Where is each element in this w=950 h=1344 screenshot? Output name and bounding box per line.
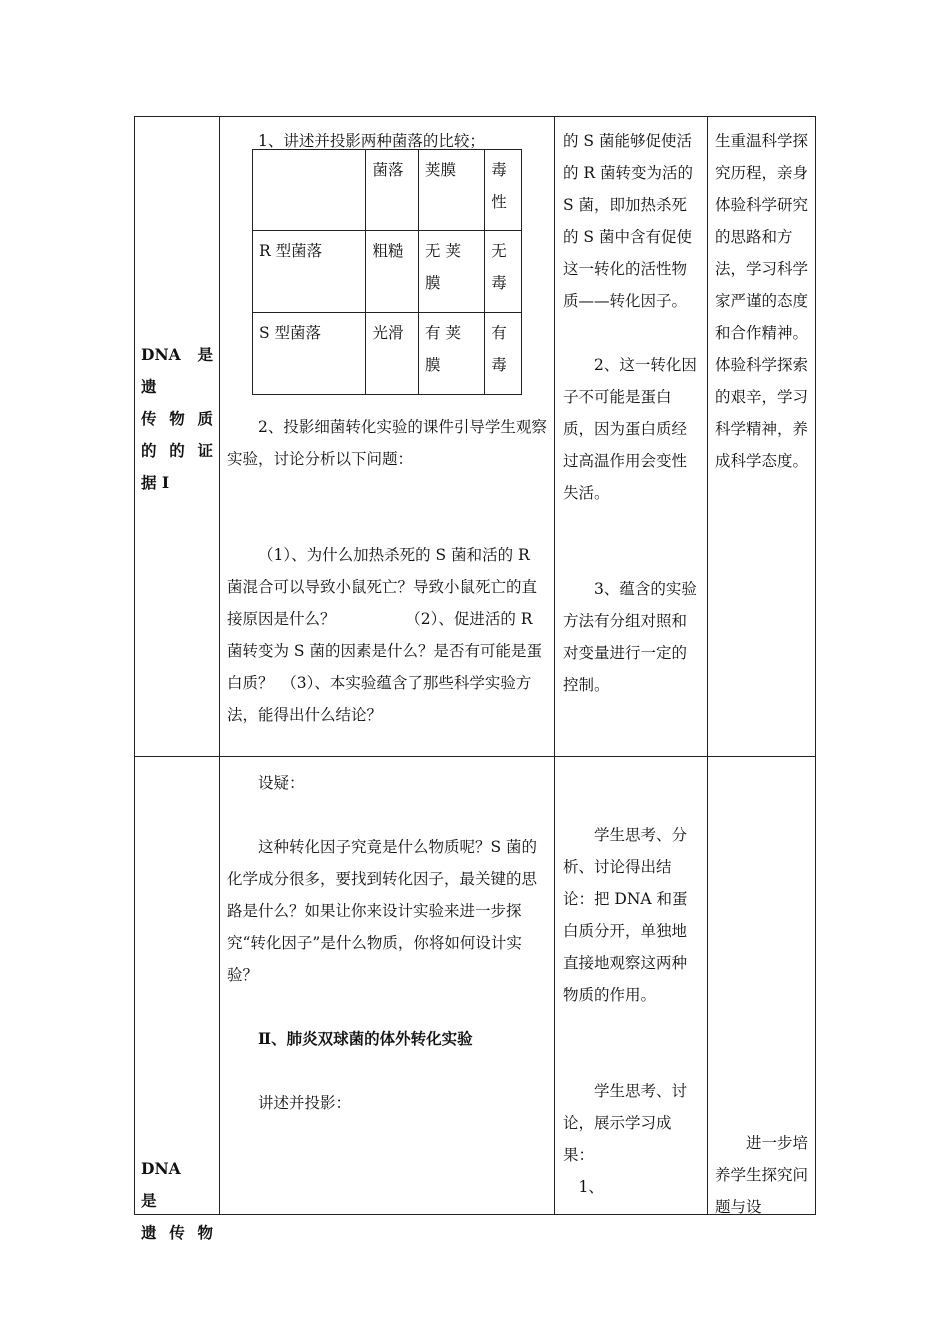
row2-content xyxy=(227,767,547,1119)
table-row xyxy=(253,313,522,395)
table-cell: 有 毒 xyxy=(485,313,522,395)
table-cell: R 型菌落 xyxy=(253,231,366,313)
table-header-cell: 毒性 xyxy=(485,150,522,231)
table-row xyxy=(253,150,522,231)
row1-topic xyxy=(141,339,213,499)
table-cell: 无 荚 膜 xyxy=(419,231,485,313)
design-intent-text: 进一步培养学生探究问题与设 xyxy=(715,1134,809,1216)
lesson-plan-table xyxy=(134,116,816,1242)
design-intent-text: 生重温科学探究历程，亲身体验科学研究的思路和方法，学习科学家严谨的态度和合作精神。体验科学探索的艰辛，学习科学精神，养成科学态度。 xyxy=(715,132,809,470)
column-divider xyxy=(219,117,220,1214)
row2-topic-line: DNA 是 xyxy=(141,1159,212,1210)
row1-topic-line: 的 的 证 xyxy=(141,441,213,460)
table-header-cell: 菌落 xyxy=(366,150,419,231)
experiment-guide-paragraph: 2、投影细菌转化实验的课件引导学生观察实验，讨论分析以下问题： xyxy=(227,418,547,468)
row1-student-activity xyxy=(563,125,701,701)
row1-topic-line: 传 物 质 xyxy=(141,409,213,428)
row1-content-lower xyxy=(227,411,547,731)
table-cell: 光滑 xyxy=(366,313,419,395)
colony-comparison-heading: 1、讲述并投影两种菌落的比较； xyxy=(258,132,485,150)
table-cell: 粗糙 xyxy=(366,231,419,313)
table-header-cell xyxy=(253,150,366,231)
table-row xyxy=(253,231,522,313)
discussion-questions: （1）、为什么加热杀死的 S 菌和活的 R 菌混合可以导致小鼠死亡？导致小鼠死亡的直接原因是什么？ （2）、促进活的 R 菌转变为 S 菌的因素是什么？是否有可能是蛋白质？ （3）、本实验蕴含了那些科学实验方法，能得出什么结论？ xyxy=(227,546,542,724)
row1-design-intent xyxy=(715,125,809,477)
row2-design-intent xyxy=(715,1127,809,1223)
row1-topic-line: DNA 是遗 xyxy=(141,345,213,396)
table-cell: 有 荚 膜 xyxy=(419,313,485,395)
student-discussion-2: 学生思考、讨论，展示学习成果： xyxy=(563,1082,688,1164)
row1-topic-line: 据 I xyxy=(141,473,170,492)
doubt-question: 这种转化因子究竟是什么物质呢？S 菌的化学成分很多，要找到转化因子，最关键的思路是什么？如果让你来设计实验来进一步探究“转化因子”是什么物质，你将如何设计实验？ xyxy=(227,838,538,984)
student-conclusion-3: 3、蕴含的实验方法有分组对照和对变量进行一定的控制。 xyxy=(563,580,697,694)
row2-topic-line: 遗 传 物 xyxy=(141,1223,213,1242)
table-cell: 无 毒 xyxy=(485,231,522,313)
column-divider xyxy=(707,117,708,1214)
student-conclusion-1: 的 S 菌能够促使活的 R 菌转变为活的 S 菌，即加热杀死的 S 菌中含有促使这一转化的活性物质——转化因子。 xyxy=(563,132,694,310)
column-divider xyxy=(554,117,555,1214)
doubt-label: 设疑： xyxy=(258,774,305,792)
row2-topic xyxy=(141,1153,213,1249)
row-divider xyxy=(135,756,815,757)
table-cell: S 型菌落 xyxy=(253,313,366,395)
table-header-cell: 荚膜 xyxy=(419,150,485,231)
row2-student-activity xyxy=(563,819,701,1203)
present-label: 讲述并投影： xyxy=(258,1094,352,1112)
section-title: Ⅱ、肺炎双球菌的体外转化实验 xyxy=(258,1029,473,1048)
student-discussion-3: 1、 xyxy=(578,1178,604,1196)
student-conclusion-2: 2、这一转化因子不可能是蛋白质，因为蛋白质经过高温作用会变性失活。 xyxy=(563,356,697,502)
student-discussion-1: 学生思考、分析、讨论得出结论：把 DNA 和蛋白质分开，单独地直接地观察这两种物质的作用。 xyxy=(563,826,688,1004)
colony-comparison-table xyxy=(252,149,522,395)
